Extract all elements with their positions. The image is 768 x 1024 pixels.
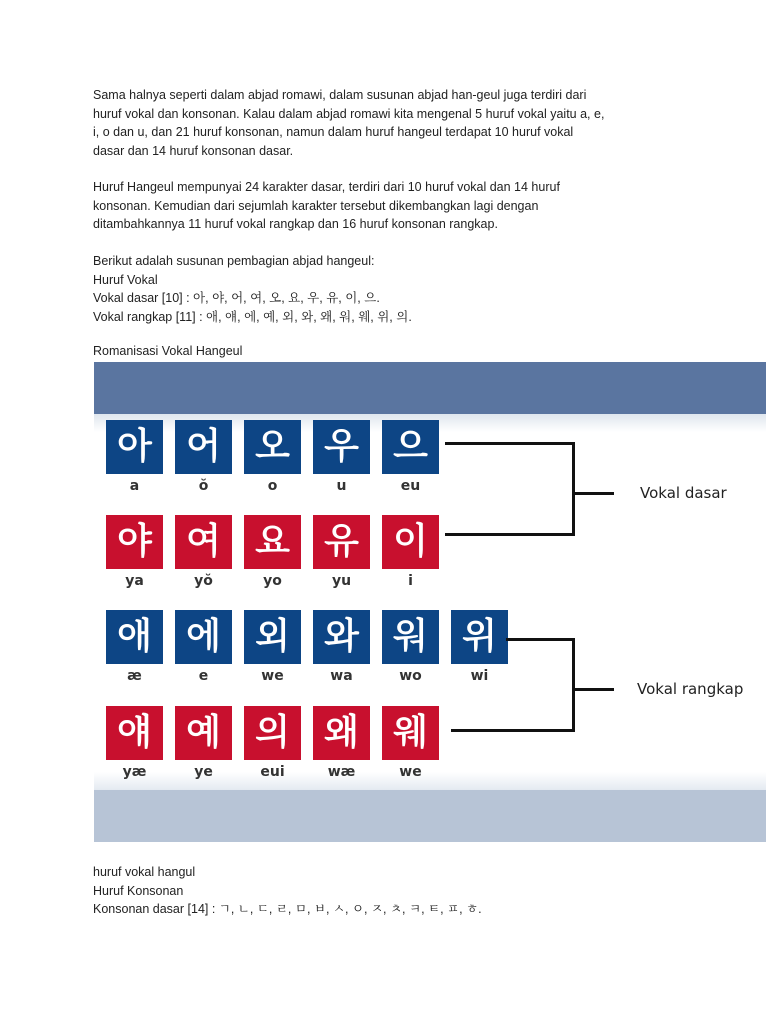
vowel-tile: 어	[175, 420, 232, 474]
vowel-romanization: ŏ	[198, 478, 209, 494]
text-line: Berikut adalah susunan pembagian abjad hangeul:	[93, 254, 375, 268]
vowel-list-paragraph	[93, 252, 683, 326]
vowel-tile: 워	[382, 610, 439, 664]
vowel-romanization: ya	[125, 573, 144, 589]
text-line: i, o dan u, dan 21 huruf konsonan, namun dalam huruf hangeul terdapat 10 huruf vokal	[93, 125, 574, 139]
bracket-line	[572, 688, 614, 691]
compound-vowels-line: Vokal rangkap [11] : 애, 얘, 에, 예, 외, 와, 왜, 워, 웨, 위, 의.	[93, 309, 412, 324]
text-line: Sama halnya seperti dalam abjad romawi, dalam susunan abjad han-geul juga terdiri dari	[93, 88, 587, 102]
vowel-romanization: eui	[260, 764, 285, 780]
vowel-tile: 이	[382, 515, 439, 569]
bracket-line	[572, 442, 575, 536]
bracket-line	[506, 638, 574, 641]
vowel-romanization: æ	[127, 668, 142, 684]
vowel-tile: 으	[382, 420, 439, 474]
vowel-romanization: we	[261, 668, 284, 684]
vowel-tile: 웨	[382, 706, 439, 760]
vowel-romanization: wo	[399, 668, 422, 684]
figure-bottom-band	[94, 790, 766, 842]
figure-top-band	[94, 362, 766, 414]
bracket-line	[445, 442, 574, 445]
vowel-romanization: wi	[470, 668, 489, 684]
text-line: konsonan. Kemudian dari sejumlah karakter tersebut dikembangkan lagi dengan	[93, 198, 539, 213]
vowel-tile: 외	[244, 610, 301, 664]
vowel-romanization: u	[336, 478, 347, 494]
vowel-romanization: a	[129, 478, 140, 494]
vowel-tile: 왜	[313, 706, 370, 760]
bracket-line	[572, 638, 575, 732]
bracket-label-basic: Vokal dasar	[640, 484, 727, 502]
vowel-tile: 예	[175, 706, 232, 760]
text-line: ditambahkannya 11 huruf vokal rangkap dan 16 huruf konsonan rangkap.	[93, 217, 498, 231]
bracket-label-compound: Vokal rangkap	[637, 680, 744, 698]
vowel-tile: 야	[106, 515, 163, 569]
vowel-romanization: yæ	[122, 764, 147, 780]
section-heading-vowels: Huruf Vokal	[93, 272, 158, 287]
basic-consonants-line: Konsonan dasar [14] : ㄱ, ㄴ, ㄷ, ㄹ, ㅁ, ㅂ, ㅅ, ㅇ, ㅈ, ㅊ, ㅋ, ㅌ, ㅍ, ㅎ.	[93, 902, 482, 916]
vowel-romanization-figure	[94, 362, 766, 842]
vowel-tile: 애	[106, 610, 163, 664]
vowel-romanization: yu	[331, 573, 352, 589]
bracket-line	[572, 492, 614, 495]
vowel-romanization: i	[408, 573, 413, 589]
bracket-line	[445, 533, 574, 536]
vowel-tile: 의	[244, 706, 301, 760]
vowel-romanization: o	[267, 478, 278, 494]
vowel-tile: 오	[244, 420, 301, 474]
vowel-tile: 위	[451, 610, 508, 664]
text-line: huruf vokal dan konsonan. Kalau dalam abjad romawi kita mengenal 5 huruf vokal yaitu a, e,	[93, 106, 605, 121]
vowel-romanization: e	[198, 668, 209, 684]
vowel-tile: 얘	[106, 706, 163, 760]
vowel-tile: 아	[106, 420, 163, 474]
vowel-romanization: yŏ	[194, 573, 213, 589]
vowel-romanization: we	[399, 764, 422, 780]
vowel-tile: 우	[313, 420, 370, 474]
intro-paragraph	[93, 86, 683, 160]
vowel-tile: 와	[313, 610, 370, 664]
figure-subtitle: huruf vokal hangul	[93, 865, 196, 879]
vowel-romanization: ye	[194, 764, 213, 780]
vowel-romanization: yo	[263, 573, 282, 589]
section-heading-consonants: Huruf Konsonan	[93, 883, 184, 898]
vowel-romanization: wa	[330, 668, 353, 684]
vowel-romanization: eu	[400, 478, 421, 494]
consonant-section	[93, 863, 683, 919]
text-line: dasar dan 14 huruf konsonan dasar.	[93, 143, 294, 158]
character-count-paragraph	[93, 178, 683, 234]
vowel-romanization: wæ	[327, 764, 356, 780]
bracket-line	[451, 729, 574, 732]
vowel-tile: 요	[244, 515, 301, 569]
vowel-tile: 에	[175, 610, 232, 664]
figure-caption: Romanisasi Vokal Hangeul	[93, 344, 243, 358]
vowel-tile: 여	[175, 515, 232, 569]
text-line: Huruf Hangeul mempunyai 24 karakter dasar, terdiri dari 10 huruf vokal dan 14 huruf	[93, 180, 560, 194]
vowel-tile: 유	[313, 515, 370, 569]
basic-vowels-line: Vokal dasar [10] : 아, 야, 어, 여, 오, 요, 우, 유, 이, 으.	[93, 291, 380, 305]
